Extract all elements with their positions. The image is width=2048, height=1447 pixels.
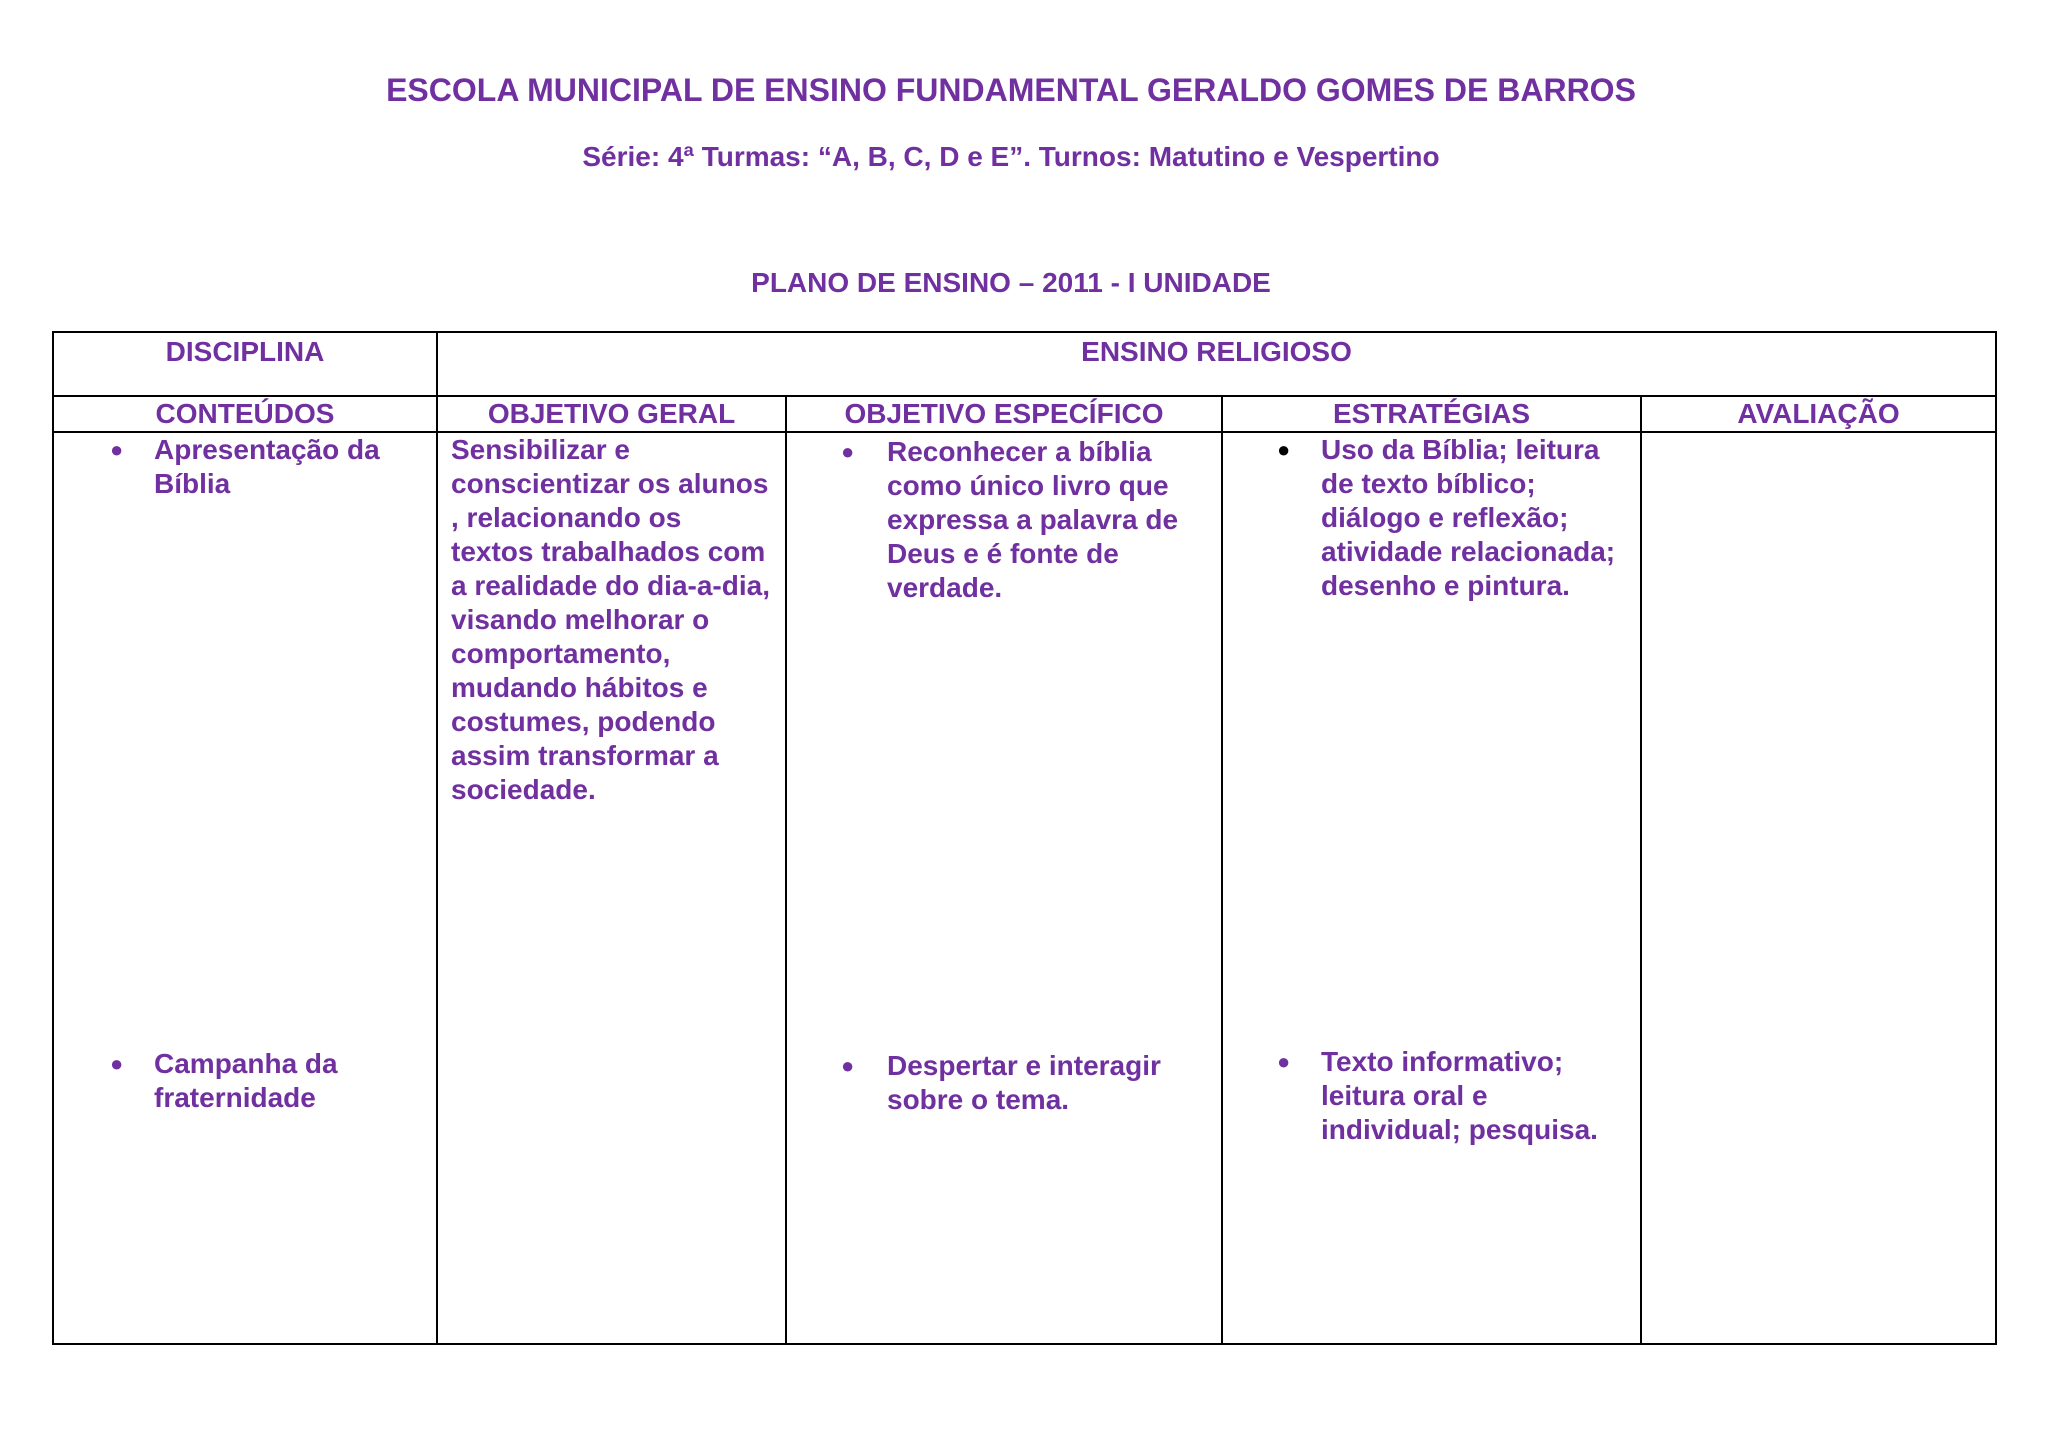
list-item — [110, 433, 430, 501]
bullet-icon: ● — [1277, 1049, 1291, 1074]
disciplina-row — [53, 332, 1996, 396]
objetivo-especifico-text: Despertar e interagir sobre o tema. — [887, 1050, 1161, 1115]
conteudo-text: Apresentação da Bíblia — [154, 434, 380, 499]
list-item — [1277, 433, 1629, 603]
estrategia-text: Texto informativo; leitura oral e individual; pesquisa. — [1321, 1046, 1598, 1145]
column-header-estrategias: ESTRATÉGIAS — [1222, 396, 1641, 432]
conteudo-text: Campanha da fraternidade — [154, 1048, 338, 1113]
disciplina-value-cell — [437, 332, 1996, 396]
plan-table — [52, 331, 1997, 1345]
bullet-icon: ● — [110, 1051, 124, 1076]
list-item — [1277, 1045, 1629, 1147]
objetivo-geral-cell — [437, 432, 786, 1344]
column-header-objetivo-especifico: OBJETIVO ESPECÍFICO — [786, 396, 1222, 432]
bullet-icon: ● — [841, 439, 855, 464]
column-header-conteudos: CONTEÚDOS — [53, 396, 437, 432]
content-row — [53, 432, 1996, 1344]
plan-title: PLANO DE ENSINO – 2011 - I UNIDADE — [751, 267, 1271, 298]
bullet-icon: ● — [1277, 437, 1291, 462]
estrategias-cell — [1222, 432, 1641, 1344]
serie-turmas-line: Série: 4ª Turmas: “A, B, C, D e E”. Turnos: Matutino e Vespertino — [582, 141, 1440, 172]
objetivo-especifico-cell — [786, 432, 1222, 1344]
list-item — [110, 1047, 430, 1115]
avaliacao-cell — [1641, 432, 1996, 1344]
bullet-icon: ● — [110, 437, 124, 462]
disciplina-label-cell — [53, 332, 437, 396]
column-header-row — [53, 396, 1996, 432]
disciplina-label: DISCIPLINA — [165, 336, 325, 367]
school-name: ESCOLA MUNICIPAL DE ENSINO FUNDAMENTAL GERALDO GOMES DE BARROS — [386, 72, 1636, 108]
avaliacao-content — [1642, 433, 1995, 1343]
list-item — [841, 1049, 1215, 1117]
objetivo-especifico-text: Reconhecer a bíblia como único livro que expressa a palavra de Deus e é fonte de verdade. — [887, 436, 1179, 603]
bullet-icon: ● — [841, 1053, 855, 1078]
conteudos-cell — [53, 432, 437, 1344]
disciplina-value: ENSINO RELIGIOSO — [1081, 336, 1352, 367]
list-item — [841, 435, 1215, 605]
objetivo-geral-text: Sensibilizar e conscientizar os alunos , relacionando os textos trabalhados com a realidade do dia-a-dia, visando melhorar o comportamento, mudando hábitos e costumes, podendo assim transformar a sociedade. — [451, 434, 770, 805]
column-header-avaliacao: AVALIAÇÃO — [1641, 396, 1996, 432]
estrategia-text: Uso da Bíblia; leitura de texto bíblico; diálogo e reflexão; atividade relacionada; desenho e pintura. — [1321, 434, 1616, 601]
column-header-objetivo-geral: OBJETIVO GERAL — [437, 396, 786, 432]
